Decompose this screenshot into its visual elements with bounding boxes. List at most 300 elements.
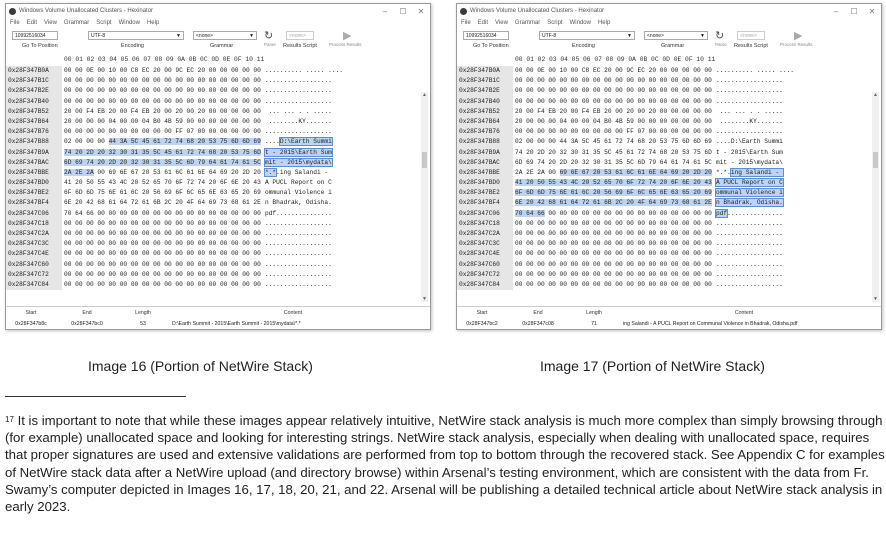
hex-row[interactable] <box>457 209 881 219</box>
row-hex: 6D 69 74 20 2D 20 32 30 31 35 5C 6D 79 64 61 74 61 5C <box>515 158 712 166</box>
row-address: 0x28F347B40 <box>6 97 62 107</box>
row-ascii: .................. <box>716 87 783 95</box>
hex-row[interactable] <box>457 97 881 107</box>
close-icon[interactable]: ✕ <box>868 6 876 16</box>
results-value-end: 0x28F347bc0 <box>71 320 103 327</box>
row-address: 0x28F347C06 <box>6 209 62 219</box>
row-hex: 00 00 00 00 00 00 00 00 00 00 00 00 00 00 00 00 00 00 <box>515 250 712 258</box>
selected-text: *.* <box>265 168 277 176</box>
hex-row[interactable] <box>457 117 881 127</box>
row-address: 0x28F347BD0 <box>457 178 513 188</box>
results-col-start: Start <box>476 309 488 316</box>
selected-bytes: 2A 2E 2A <box>64 168 94 176</box>
row-address: 0x28F347B9A <box>457 148 513 158</box>
hex-row[interactable] <box>457 280 881 290</box>
vertical-scrollbar[interactable] <box>872 92 879 302</box>
menu-file[interactable]: File <box>461 20 471 26</box>
toolbar <box>6 28 430 54</box>
row-address: 0x28F347B40 <box>457 97 513 107</box>
row-hex <box>64 158 259 168</box>
row-address: 0x28F347BBE <box>6 168 62 178</box>
row-address: 0x28F347B76 <box>457 127 513 137</box>
minimize-icon[interactable]: – <box>833 6 839 16</box>
row-ascii: ....D:\Earth Summi <box>716 138 783 146</box>
menu-edit[interactable]: Edit <box>26 20 38 26</box>
row-ascii: .......... ..... .... <box>716 67 794 74</box>
selected-bytes: 6F 6D 6D 75 6E 61 6C 20 56 69 6F 6C 65 6E 63 65 20 69 <box>515 189 712 197</box>
row-address: 0x28F347BBE <box>457 168 513 178</box>
row-hex: 00 00 00 00 00 00 00 00 00 00 00 00 00 00 00 00 00 00 <box>515 280 712 288</box>
results-col-end: End <box>533 309 543 316</box>
hex-view[interactable] <box>457 66 881 290</box>
results-panel <box>457 306 881 330</box>
hex-row[interactable] <box>6 86 430 96</box>
row-hex: 00 00 00 00 00 00 00 00 00 00 00 00 00 00 00 00 00 00 <box>64 260 261 268</box>
encoding-label: Encoding <box>121 43 144 49</box>
row-hex: 20 00 F4 EB 20 00 F4 EB 20 00 20 00 20 00 00 00 00 00 <box>64 107 261 115</box>
row-address: 0x28F347B52 <box>6 107 62 117</box>
hex-column-header: 00 01 02 03 04 05 06 07 08 09 0A 0B 0C 0D 0E 0F 10 11 <box>64 56 265 63</box>
footnote-separator <box>5 396 186 397</box>
grammar-select[interactable] <box>644 31 708 40</box>
row-ascii: .................. <box>265 270 332 278</box>
row-ascii: .................. <box>716 128 783 136</box>
results-script-value: <none> <box>740 33 757 39</box>
menu-view[interactable]: View <box>495 20 508 26</box>
row-address: 0x28F347C60 <box>6 260 62 270</box>
row-hex: 00 00 00 00 00 00 00 00 00 00 00 00 00 00 00 00 00 00 <box>64 219 261 227</box>
hex-row[interactable] <box>6 168 430 178</box>
row-ascii: ... ... . . ..... <box>716 107 783 115</box>
row-ascii: ... ... . . ..... <box>265 107 332 115</box>
hex-row[interactable] <box>457 188 881 198</box>
hex-row[interactable] <box>6 239 430 249</box>
hex-row[interactable] <box>6 66 430 76</box>
row-ascii: .................. <box>716 77 783 85</box>
results-col-content: Content <box>734 309 754 316</box>
row-hex <box>64 148 259 158</box>
window-title: Windows Volume Unallocated Clusters - Hexinator <box>19 8 154 14</box>
maximize-icon[interactable]: ☐ <box>399 6 407 16</box>
hex-row[interactable] <box>457 270 881 280</box>
parse-button[interactable]: Parse <box>264 42 276 47</box>
scroll-thumb[interactable] <box>422 152 427 168</box>
footnote <box>5 412 885 515</box>
hex-row[interactable] <box>457 239 881 249</box>
row-ascii: .................. <box>716 230 783 237</box>
results-value-start: 0x28F347b8c <box>15 320 47 327</box>
row-address: 0x28F347C06 <box>457 209 513 219</box>
row-address: 0x28F347BF4 <box>6 198 62 208</box>
row-ascii: ........KY....... <box>716 117 783 125</box>
results-value-start: 0x28F347bc2 <box>466 320 498 327</box>
results-col-content: Content <box>283 309 303 316</box>
hex-row[interactable] <box>6 209 430 219</box>
results-panel <box>6 306 430 330</box>
maximize-icon[interactable]: ☐ <box>850 6 858 16</box>
menu-window[interactable]: Window <box>118 20 140 26</box>
process-results-button[interactable]: Process Results <box>329 42 362 47</box>
minimize-icon[interactable]: – <box>382 6 388 16</box>
hex-row[interactable] <box>6 219 430 229</box>
row-ascii: .................. <box>716 270 783 278</box>
row-hex: 00 00 00 00 00 00 00 00 00 00 00 00 00 00 00 00 00 00 <box>515 270 712 278</box>
results-col-start: Start <box>25 309 37 316</box>
hex-row[interactable] <box>457 158 881 168</box>
results-row[interactable] <box>6 318 430 329</box>
selected-bytes: 6D 69 74 20 2D 20 32 30 31 35 5C 6D 79 64 61 74 61 5C <box>64 158 261 166</box>
results-script-select[interactable] <box>286 31 314 40</box>
hex-row[interactable] <box>6 260 430 270</box>
row-address: 0x28F347C3C <box>6 239 62 249</box>
vertical-scrollbar[interactable] <box>421 92 428 302</box>
results-header <box>457 307 881 318</box>
hex-row[interactable] <box>6 137 430 147</box>
row-address: 0x28F347B64 <box>6 117 62 127</box>
row-ascii: A PUCL Report on C <box>265 179 332 187</box>
menu-help[interactable]: Help <box>146 20 160 26</box>
title-bar <box>457 4 881 18</box>
hex-row[interactable] <box>457 137 881 147</box>
toolbar <box>457 28 881 54</box>
selected-text: t - 2015\Earth Sum <box>265 148 332 156</box>
row-ascii: ommunal Violence i <box>265 189 332 197</box>
selected-bytes: 70 64 66 <box>515 209 545 217</box>
hex-column-header: 00 01 02 03 04 05 06 07 08 09 0A 0B 0C 0D 0E 0F 10 11 <box>515 56 716 63</box>
parse-button[interactable]: Parse <box>715 42 727 47</box>
encoding-select[interactable] <box>539 31 635 40</box>
row-hex: 00 00 00 00 00 00 00 00 00 00 00 00 00 00 00 00 00 00 <box>64 240 261 248</box>
hex-row[interactable] <box>457 260 881 270</box>
row-ascii <box>716 188 808 198</box>
hex-row[interactable] <box>6 97 430 107</box>
grammar-label: Grammar <box>661 43 685 49</box>
hex-row[interactable] <box>457 178 881 188</box>
row-ascii: *.*.ing Salandi - <box>716 168 783 176</box>
hex-row[interactable] <box>6 148 430 158</box>
encoding-select[interactable] <box>88 31 184 40</box>
row-address: 0x28F347B2E <box>6 86 62 96</box>
row-ascii <box>716 178 808 188</box>
row-hex: 70 64 66 00 00 00 00 00 00 00 00 00 00 00 00 00 00 00 <box>515 209 712 217</box>
row-ascii: pdf............... <box>716 209 783 217</box>
grammar-select[interactable] <box>193 31 257 40</box>
scroll-up-icon[interactable]: ▲ <box>873 92 878 98</box>
row-hex: 00 00 00 00 00 00 00 00 00 00 00 00 00 00 00 00 00 00 <box>64 280 261 288</box>
results-header <box>6 307 430 318</box>
refresh-icon[interactable]: ↻ <box>715 30 725 42</box>
row-ascii: .......... ..... .... <box>265 67 343 74</box>
row-ascii: .................. <box>265 230 332 237</box>
row-hex: 00 00 00 00 00 00 00 00 00 00 00 00 00 00 00 00 00 00 <box>515 87 712 95</box>
menu-script[interactable]: Script <box>96 20 112 26</box>
row-address: 0x28F347C18 <box>457 219 513 229</box>
selected-text: A PUCL Report on C <box>716 179 783 187</box>
selected-text: mit - 2015\mydata\ <box>265 158 332 166</box>
row-hex: 74 20 2D 20 32 30 31 35 5C 45 61 72 74 68 20 53 75 6D <box>515 148 712 156</box>
row-address: 0x28F347C18 <box>6 219 62 229</box>
results-value-length: 71 <box>591 320 597 327</box>
chevron-down-icon: ▼ <box>176 33 181 39</box>
chevron-down-icon: ▼ <box>627 33 632 39</box>
scroll-down-icon[interactable]: ▼ <box>422 296 427 302</box>
row-hex: 00 00 0E 00 10 00 C8 EC 20 00 9C EC 20 00 00 00 00 00 <box>64 67 261 74</box>
close-icon[interactable]: ✕ <box>417 6 425 16</box>
row-hex: 2A 2E 2A 00 69 6E 67 20 53 61 6C 61 6E 64 69 20 2D 20 <box>64 168 261 176</box>
menu-help[interactable]: Help <box>597 20 611 26</box>
row-ascii: ....D:\Earth Summi <box>265 138 332 146</box>
row-hex: 00 00 00 00 00 00 00 00 00 00 00 00 00 00 00 00 00 00 <box>515 230 712 237</box>
row-address: 0x28F347B88 <box>6 137 62 147</box>
row-address: 0x28F347BE2 <box>457 188 513 198</box>
goto-position-button[interactable]: Go To Position <box>473 43 509 49</box>
row-ascii: pdf............... <box>265 209 332 217</box>
selected-bytes: 69 6E 67 20 53 61 6C 61 6E 64 69 20 2D 20 <box>559 168 712 176</box>
results-col-end: End <box>82 309 92 316</box>
play-icon[interactable]: ▶ <box>343 30 352 42</box>
hex-row[interactable] <box>457 219 881 229</box>
chevron-down-icon: ▼ <box>249 33 254 39</box>
row-ascii: .................. <box>716 250 783 258</box>
row-hex: 00 00 00 00 00 00 00 00 00 00 00 00 00 00 00 00 00 00 <box>515 97 712 105</box>
row-hex: 70 64 66 00 00 00 00 00 00 00 00 00 00 00 00 00 00 00 <box>64 209 261 217</box>
row-address: 0x28F347B1C <box>457 76 513 86</box>
row-ascii: .................. <box>265 280 332 288</box>
row-hex: 2A 2E 2A 00 69 6E 67 20 53 61 6C 61 6E 64 69 20 2D 20 <box>515 168 712 176</box>
row-address: 0x28F347C84 <box>457 280 513 290</box>
process-results-button[interactable]: Process Results <box>780 42 813 47</box>
row-address: 0x28F347B9A <box>6 148 62 158</box>
row-address: 0x28F347B88 <box>457 137 513 147</box>
selected-text: D:\Earth Summi <box>279 138 332 146</box>
row-address: 0x28F347B0A <box>6 66 62 76</box>
caption-image17: Image 17 (Portion of NetWire Stack) <box>540 358 765 374</box>
app-icon <box>460 8 467 15</box>
row-hex <box>515 198 710 208</box>
row-hex <box>515 178 710 188</box>
grammar-value: <none> <box>196 33 213 39</box>
menu-window[interactable]: Window <box>569 20 591 26</box>
hex-row[interactable] <box>457 249 881 259</box>
selected-bytes: 6E 20 42 68 61 64 72 61 6B 2C 20 4F 64 69 73 68 61 2E <box>515 199 712 207</box>
row-hex: 20 00 00 00 04 00 00 04 B0 4B 59 00 00 00 00 00 00 00 <box>515 117 712 125</box>
menu-view[interactable]: View <box>44 20 57 26</box>
encoding-value: UTF-8 <box>91 33 106 39</box>
window-title: Windows Volume Unallocated Clusters - Hexinator <box>470 8 605 14</box>
row-address: 0x28F347BD0 <box>6 178 62 188</box>
row-hex: 00 00 00 00 00 00 00 00 00 00 00 00 00 00 00 00 00 00 <box>515 219 712 227</box>
results-script-label: Results Script <box>734 43 768 49</box>
grammar-label: Grammar <box>210 43 234 49</box>
row-address: 0x28F347B64 <box>457 117 513 127</box>
row-address: 0x28F347C60 <box>457 260 513 270</box>
row-ascii: .................. <box>716 97 783 105</box>
row-address: 0x28F347B52 <box>457 107 513 117</box>
hex-row[interactable] <box>6 270 430 280</box>
menu-grammar[interactable]: Grammar <box>63 20 90 26</box>
hex-row[interactable] <box>6 188 430 198</box>
row-ascii: .................. <box>265 219 332 227</box>
chevron-down-icon: ▼ <box>700 33 705 39</box>
row-hex: 00 00 00 00 00 00 00 00 00 00 00 00 00 00 00 00 00 00 <box>515 77 712 85</box>
results-col-length: Length <box>586 309 602 316</box>
menu-grammar[interactable]: Grammar <box>514 20 541 26</box>
menu-script[interactable]: Script <box>547 20 563 26</box>
row-hex: 00 00 00 00 00 00 00 00 00 00 00 00 00 00 00 00 00 00 <box>515 240 712 248</box>
selected-bytes: 41 20 50 55 43 4C 20 52 65 70 6F 72 74 20 6F 6E 20 43 <box>515 179 712 187</box>
row-hex: 20 00 00 00 04 00 00 04 B0 4B 59 00 00 00 00 00 00 00 <box>64 117 261 125</box>
row-hex: 00 00 0E 00 10 00 C8 EC 20 00 9C EC 20 00 00 00 00 00 <box>515 67 712 74</box>
row-hex: 6E 20 42 68 61 64 72 61 6B 2C 20 4F 64 69 73 68 61 2E <box>64 199 261 207</box>
row-address: 0x28F347C4E <box>457 249 513 259</box>
row-ascii: mit - 2015\mydata\ <box>716 158 783 166</box>
row-hex <box>515 188 710 198</box>
hex-row[interactable] <box>6 76 430 86</box>
row-ascii <box>716 198 808 208</box>
row-address: 0x28F347C72 <box>6 270 62 280</box>
menu-bar <box>6 18 430 28</box>
hex-row[interactable] <box>6 127 430 137</box>
row-hex: 00 00 00 00 00 00 00 00 00 00 00 00 00 00 00 00 00 00 <box>515 260 712 268</box>
app-icon <box>9 8 16 15</box>
row-hex: 00 00 00 00 00 00 00 00 00 00 00 00 00 00 00 00 00 00 <box>64 87 261 95</box>
row-address: 0x28F347BE2 <box>6 188 62 198</box>
selected-text: n Bhadrak, Odisha. <box>716 199 783 207</box>
row-ascii: .................. <box>265 240 332 248</box>
results-col-length: Length <box>135 309 151 316</box>
row-address: 0x28F347B76 <box>6 127 62 137</box>
hex-row[interactable] <box>457 198 881 208</box>
row-hex: 00 00 00 00 00 00 00 00 00 00 FF 07 00 00 00 00 00 00 <box>64 128 261 136</box>
row-ascii: *.*.ing Salandi - <box>265 168 332 176</box>
selected-text: pdf <box>716 209 728 217</box>
results-row[interactable] <box>457 318 881 329</box>
row-hex: 00 00 00 00 00 00 00 00 00 00 00 00 00 00 00 00 00 00 <box>64 230 261 237</box>
hex-row[interactable] <box>6 229 430 239</box>
hex-row[interactable] <box>6 249 430 259</box>
hex-row[interactable] <box>457 168 881 178</box>
scroll-thumb[interactable] <box>873 152 878 168</box>
results-value-end: 0x28F347c08 <box>522 320 554 327</box>
scroll-up-icon[interactable]: ▲ <box>422 92 427 98</box>
footnote-marker: 17 <box>5 415 14 424</box>
row-ascii: .................. <box>265 87 332 95</box>
row-address: 0x28F347BF4 <box>457 198 513 208</box>
hex-row[interactable] <box>6 107 430 117</box>
results-value-length: 53 <box>140 320 146 327</box>
row-ascii <box>265 148 357 158</box>
row-hex: 02 00 00 00 44 3A 5C 45 61 72 74 68 20 53 75 6D 6D 69 <box>64 138 261 146</box>
row-hex: 6F 6D 6D 75 6E 61 6C 20 56 69 6F 6C 65 6E 63 65 20 69 <box>64 189 261 197</box>
hex-row[interactable] <box>457 127 881 137</box>
row-hex: 02 00 00 00 44 3A 5C 45 61 72 74 68 20 53 75 6D 6D 69 <box>515 138 712 146</box>
row-ascii: t - 2015\Earth Sum <box>716 148 783 156</box>
play-icon[interactable]: ▶ <box>794 30 803 42</box>
encoding-label: Encoding <box>572 43 595 49</box>
results-script-value: <none> <box>289 33 306 39</box>
results-script-select[interactable] <box>737 31 765 40</box>
hex-row[interactable] <box>6 178 430 188</box>
row-address: 0x28F347B2E <box>457 86 513 96</box>
row-hex: 00 00 00 00 00 00 00 00 00 00 00 00 00 00 00 00 00 00 <box>64 250 261 258</box>
results-script-label: Results Script <box>283 43 317 49</box>
selected-text: ommunal Violence i <box>716 189 783 197</box>
row-hex: 00 00 00 00 00 00 00 00 00 00 00 00 00 00 00 00 00 00 <box>64 97 261 105</box>
hex-row[interactable] <box>6 198 430 208</box>
selected-text: ing Salandi - <box>730 168 783 176</box>
row-address: 0x28F347C2A <box>457 229 513 239</box>
row-ascii: .................. <box>716 240 783 248</box>
hex-row[interactable] <box>457 66 881 76</box>
row-ascii: .................. <box>716 280 783 288</box>
refresh-icon[interactable]: ↻ <box>264 30 274 42</box>
row-address: 0x28F347C72 <box>457 270 513 280</box>
encoding-value: UTF-8 <box>542 33 557 39</box>
hex-view[interactable] <box>6 66 430 290</box>
goto-position-button[interactable]: Go To Position <box>22 43 58 49</box>
row-ascii: .................. <box>716 219 783 227</box>
results-value-content: ing Salandi - A PUCL Report on Communal Violence in Bhadrak, Odisha.pdf <box>623 320 798 327</box>
position-input[interactable]: 10992516034 <box>463 31 509 40</box>
row-address: 0x28F347B1C <box>6 76 62 86</box>
hex-row[interactable] <box>6 280 430 290</box>
scroll-down-icon[interactable]: ▼ <box>873 296 878 302</box>
position-input[interactable]: 10992516034 <box>12 31 58 40</box>
title-bar <box>6 4 430 18</box>
menu-bar <box>457 18 881 28</box>
row-ascii: .................. <box>265 77 332 85</box>
footnote-text: It is important to note that while these images appear relatively intuitive, NetWire stack analysis is much more complex than simply browsing through (for example) unallocated space and looking for interesting strings. NetWire stack analysis, especially when dealing with unallocated space, requires that proper signatures are used and extensive validations are performed from top to bottom through the recovered stack. See Appendix C for examples of NetWire stack data after a NetWire upload (and directory browse) within Arsenal’s testing environment, which are consistent with the data from Fr. Swamy’s computer depicted in Images 16, 17, 18, 20, 21, and 22. Arsenal will be publishing a detailed technical article about NetWire stack analysis in early 2023. <box>5 413 885 515</box>
hex-row[interactable] <box>457 107 881 117</box>
hex-row[interactable] <box>457 86 881 96</box>
row-address: 0x28F347C3C <box>457 239 513 249</box>
row-address: 0x28F347C4E <box>6 249 62 259</box>
hexinator-window-image17 <box>456 3 882 330</box>
selected-bytes: 44 3A 5C 45 61 72 74 68 20 53 75 6D 6D 69 <box>108 138 261 146</box>
row-ascii: .................. <box>265 260 332 268</box>
row-address: 0x28F347BAC <box>457 158 513 168</box>
selected-bytes: 74 20 2D 20 32 30 31 35 5C 45 61 72 74 68 20 53 75 6D <box>64 148 261 156</box>
hex-row[interactable] <box>6 158 430 168</box>
caption-image16: Image 16 (Portion of NetWire Stack) <box>88 358 313 374</box>
hexinator-window-image16 <box>5 3 431 330</box>
row-hex: 00 00 00 00 00 00 00 00 00 00 00 00 00 00 00 00 00 00 <box>64 77 261 85</box>
results-value-content: D:\Earth Summit - 2015\Earth Summit - 2015\mydata\*.* <box>172 320 301 327</box>
row-ascii: n Bhadrak, Odisha. <box>265 199 332 207</box>
row-ascii: .................. <box>716 260 783 268</box>
menu-edit[interactable]: Edit <box>477 20 489 26</box>
row-ascii: .................. <box>265 250 332 258</box>
hex-row[interactable] <box>457 229 881 239</box>
hex-row[interactable] <box>457 148 881 158</box>
row-ascii: .................. <box>265 128 332 136</box>
row-hex: 00 00 00 00 00 00 00 00 00 00 FF 07 00 00 00 00 00 00 <box>515 128 712 136</box>
row-ascii: ........KY....... <box>265 117 332 125</box>
menu-file[interactable]: File <box>10 20 20 26</box>
row-ascii: .................. <box>265 97 332 105</box>
row-address: 0x28F347C84 <box>6 280 62 290</box>
row-hex: 00 00 00 00 00 00 00 00 00 00 00 00 00 00 00 00 00 00 <box>64 270 261 278</box>
row-address: 0x28F347B0A <box>457 66 513 76</box>
row-address: 0x28F347C2A <box>6 229 62 239</box>
row-hex: 20 00 F4 EB 20 00 F4 EB 20 00 20 00 20 00 00 00 00 00 <box>515 107 712 115</box>
hex-row[interactable] <box>457 76 881 86</box>
row-hex: 41 20 50 55 43 4C 20 52 65 70 6F 72 74 20 6F 6E 20 43 <box>64 179 261 187</box>
grammar-value: <none> <box>647 33 664 39</box>
row-ascii <box>265 158 357 168</box>
hex-row[interactable] <box>6 117 430 127</box>
row-address: 0x28F347BAC <box>6 158 62 168</box>
